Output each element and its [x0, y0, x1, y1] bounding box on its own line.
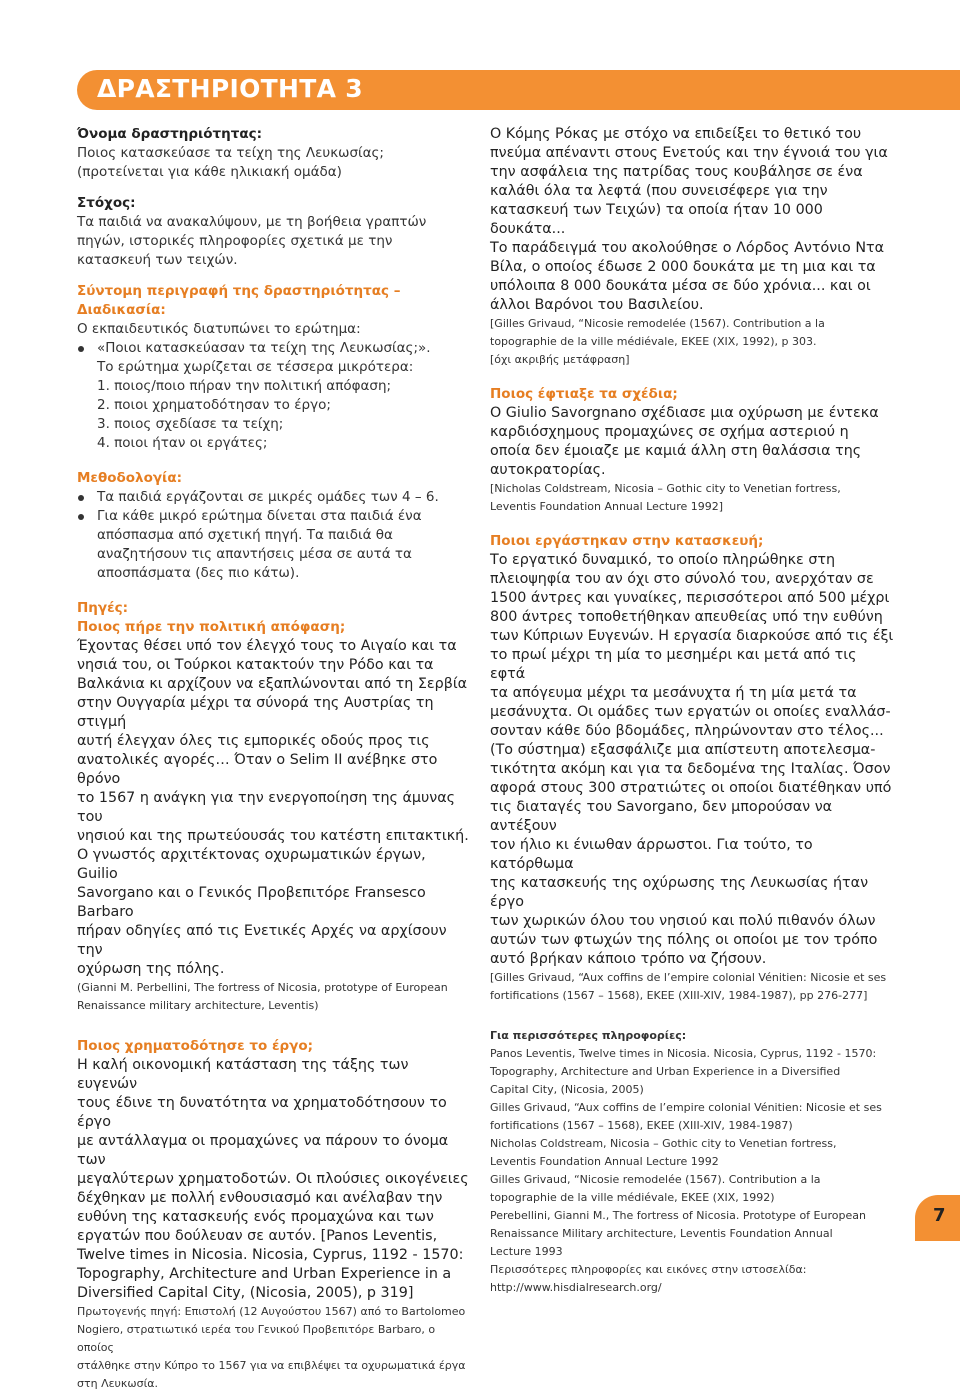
finance-primary-source: Πρωτογενής πηγή: Επιστολή (12 Αυγούστου 1567) από το Bartolomeo	[77, 1305, 466, 1318]
reference-line: fortifications (1567 – 1568), ΕΚΕΕ (XIII-XIV, 1984-1987)	[490, 1119, 793, 1132]
website-link[interactable]: http://www.hisdialresearch.org/	[490, 1281, 662, 1294]
text-line: τα απόγευμα μέχρι τα μεσάνυχτα ή τη μία μετά τα	[490, 685, 857, 701]
text-line: πήραν οδηγίες από τις Ενετικές Αρχές να αρχίσουν την	[77, 923, 447, 958]
text-line: τις διαταγές του Savorgano, δεν μπορούσαν να αντέξουν	[490, 799, 833, 834]
text-line: μεσάνυχτα. Οι ομάδες των εργατών οι οποίες εναλλάσ-	[490, 704, 891, 720]
design-heading: Ποιος έφτιαξε τα σχέδια;	[490, 386, 678, 402]
reference-line: Leventis Foundation Annual Lecture 1992	[490, 1155, 719, 1168]
description-heading: Σύντομη περιγραφή της δραστηριότητας –	[77, 283, 401, 299]
text-line: άλλοι Βαρόνοι του Βασιλείου.	[490, 297, 704, 313]
text-line: κατασκευή των Τειχών) τα οποία ήταν 10 000 δουκάτα...	[490, 202, 823, 237]
activity-name-line: (προτείνεται για κάθε ηλικιακή ομάδα)	[77, 164, 342, 180]
bullet-icon	[78, 346, 84, 352]
reference-line: Panos Leventis, Twelve times in Nicosia. Nicosia, Cyprus, 1192 - 1570:	[490, 1047, 877, 1060]
text-line: Ο Κόμης Ρόκας με στόχο να επιδείξει το θετικό του	[490, 126, 862, 142]
text-line: Βίλα, ο οποίος έδωσε 2 000 δουκάτα με τη μια και τα	[490, 259, 876, 275]
text-line: νησιού και της πρωτεύουσάς του κατέστη επιτακτική.	[77, 828, 469, 844]
sub-question: 1. ποιος/ποιο πήραν την πολιτική απόφαση;	[97, 378, 392, 394]
left-column	[77, 125, 469, 1393]
reference-line: Gilles Grivaud, “Nicosie remodelée (1567). Contribution a la	[490, 1173, 821, 1186]
text-line: πλειοψηφία του αν όχι στο σύνολό του, ανερχόταν σε	[490, 571, 874, 587]
reference-line: Περισσότερες πληροφορίες και εικόνες στην ιστοσελίδα:	[490, 1263, 807, 1276]
text-line: των χωρικών όλου του νησιού και πολύ πιθανόν όλων	[490, 913, 876, 929]
finance-text	[77, 1056, 469, 1303]
design-reference: Leventis Foundation Annual Lecture 1992]	[490, 500, 724, 513]
political-reference: (Gianni M. Perbellini, The fortress of Nicosia, prototype of European	[77, 981, 448, 994]
more-info-list	[490, 1045, 895, 1297]
text-line: οχύρωση της πόλης.	[77, 961, 225, 977]
text-line: ανατολικές αγορές… Όταν ο Selim II ανέβηκε στο θρόνο	[77, 752, 438, 787]
workers-text	[490, 551, 895, 969]
count-reference: topographie de la ville médiévale, ΕΚΕΕ (XIX, 1992), p 303.	[490, 335, 817, 348]
count-reference: [όχι ακριβής μετάφραση]	[490, 353, 630, 366]
text-line: Ο γνωστός αρχιτέκτονας οχυρωματικών έργων, Guilio	[77, 847, 426, 882]
reference-line: Capital City, (Nicosia, 2005)	[490, 1083, 644, 1096]
text-line: υπόλοιπα 8 000 δουκάτα μέσα σε δύο χρόνια... και οι	[490, 278, 871, 294]
sub-question: 2. ποιοι χρηματοδότησαν το έργο;	[97, 397, 331, 413]
text-line: σονταν κάθε δύο βδομάδες, πληρώνονταν στο τέλος...	[490, 723, 884, 739]
count-reference: [Gilles Grivaud, “Nicosie remodelée (1567). Contribution a la	[490, 317, 825, 330]
count-rokas-text	[490, 125, 895, 315]
text-line: εργατών που δούλευαν σε αυτόν. [Panos Leventis,	[77, 1228, 438, 1244]
political-text	[77, 637, 469, 979]
description-bullet	[77, 339, 469, 358]
sub-question: 4. ποιοι ήταν οι εργάτες;	[97, 435, 268, 451]
reference-line: Gilles Grivaud, “Aux coffins de l’empire colonial Vénitien: Nicosie et ses	[490, 1101, 882, 1114]
text-line: το 1567 η ανάγκη για την ενεργοποίηση της άμυνας του	[77, 790, 456, 825]
text-line: Το παράδειγμά του ακολούθησε ο Λόρδος Αντόνιο Ντα	[490, 240, 885, 256]
finance-primary-source: στη Λευκωσία.	[77, 1377, 159, 1390]
methodology-line: Για κάθε μικρό ερώτημα δίνεται στα παιδιά ένα	[97, 508, 422, 524]
goal-line: Τα παιδιά να ανακαλύψουν, με τη βοήθεια γραπτών	[77, 214, 427, 230]
right-column	[490, 125, 895, 1297]
text-line: καλάθι όλα τα λεφτά (που συνεισέφερε για την	[490, 183, 828, 199]
page-number-tab	[915, 1195, 960, 1241]
more-info-heading: Για περισσότερες πληροφορίες:	[490, 1029, 687, 1042]
reference-line: Nicholas Coldstream, Nicosia – Gothic city to Venetian fortress,	[490, 1137, 837, 1150]
text-line: 800 άντρες τοποθετήθηκαν απευθείας υπό την ευθύνη	[490, 609, 883, 625]
text-line: Η καλή οικονομική κατάσταση της τάξης των ευγενών	[77, 1057, 409, 1092]
text-line: Topography, Architecture and Urban Experience in a	[77, 1266, 452, 1282]
activity-name-heading: Όνομα δραστηριότητας:	[77, 126, 263, 142]
reference-line: Renaissance Military architecture, Leventis Foundation Annual	[490, 1227, 833, 1240]
description-split: Το ερώτημα χωρίζεται σε τέσσερα μικρότερα:	[97, 359, 414, 375]
goal-line: πηγών, ιστορικές πληροφορίες σχετικά με την	[77, 233, 393, 249]
text-line: Ο Giulio Savorgnano σχέδιασε μια οχύρωση με έντεκα	[490, 405, 879, 421]
finance-primary-source: στάλθηκε στην Κύπρο το 1567 για να επιβλέψει τα οχυρωματικά έργα	[77, 1359, 466, 1372]
political-heading: Ποιος πήρε την πολιτική απόφαση;	[77, 619, 346, 635]
text-line: τικότητα ακόμη και για τα δεδομένα της Ιταλίας. Όσον	[490, 761, 891, 777]
political-reference: Renaissance military architecture, Leventis)	[77, 999, 319, 1012]
methodology-line: αποσπάσματα (δες πιο κάτω).	[97, 565, 300, 581]
text-line: με αντάλλαγμα οι προμαχώνες να πάρουν το όνομα των	[77, 1133, 449, 1168]
text-line: το πρωί μέχρι τη μία το μεσημέρι και μετά από τις εφτά	[490, 647, 857, 682]
workers-reference: [Gilles Grivaud, “Aux coffins de l’empire colonial Vénitien: Nicosie et ses	[490, 971, 887, 984]
text-line: των Κύπριων Ευγενών. Η εργασία διαρκούσε από τις έξι	[490, 628, 894, 644]
text-line: την ασφάλεια της πατρίδας τους κουβάλησε σε ένα	[490, 164, 863, 180]
text-line: Diversified Capital City, (Nicosia, 2005), p 319]	[77, 1285, 414, 1301]
text-line: αυτό βρήκαν κάποιο τρόπο να ζήσουν.	[490, 951, 767, 967]
description-intro: Ο εκπαιδευτικός διατυπώνει το ερώτημα:	[77, 321, 361, 337]
workers-heading: Ποιοι εργάστηκαν στην κατασκευή;	[490, 533, 764, 549]
goal-heading: Στόχος:	[77, 195, 136, 211]
description-heading: Διαδικασία:	[77, 302, 166, 318]
finance-heading: Ποιος χρηματοδότησε το έργο;	[77, 1038, 314, 1054]
finance-primary-source: Nogiero, στρατιωτικό ιερέα του Γενικού Προβεπιτόρε Barbaro, ο οποίος	[77, 1323, 436, 1354]
bullet-icon	[78, 514, 84, 520]
methodology-bullet	[77, 488, 469, 507]
bullet-icon	[78, 495, 84, 501]
text-line: αφορά στους 300 στρατιώτες οι οποίοι διατέθηκαν υπό	[490, 780, 892, 796]
text-line: αυτών των φτωχών της πόλης οι οποίοι με τον τρόπο	[490, 932, 878, 948]
methodology-heading: Μεθοδολογία:	[77, 470, 182, 486]
reference-line: Perebellini, Gianni M., The fortress of Nicosia. Prototype of European	[490, 1209, 866, 1222]
text-line: οποία δεν έμοιαζε με καμιά άλλη στη θαλάσσια της	[490, 443, 862, 459]
text-line: Έχοντας θέσει υπό τον έλεγχό τους το Αιγαίο και τα	[77, 638, 457, 654]
text-line: στην Ουγγαρία μέχρι τα σύνορά της Αυστρίας τη στιγμή	[77, 695, 434, 730]
text-line: δέχθηκαν με πολλή ενθουσιασμό και ανέλαβαν την	[77, 1190, 443, 1206]
reference-line: Topography, Architecture and Urban Experience in a Diversified	[490, 1065, 841, 1078]
text-line: της κατασκευής της οχύρωσης της Λευκωσίας ήταν έργο	[490, 875, 869, 910]
text-line: 1500 άντρες και γυναίκες, περισσότεροι από 500 μέχρι	[490, 590, 890, 606]
page-title: ΔΡΑΣΤΗΡΙΟΤΗΤΑ 3	[97, 74, 363, 103]
text-line: (Το σύστημα) εξασφάλιζε μια απίστευτη αποτελεσμα-	[490, 742, 876, 758]
reference-line: topographie de la ville médiévale, ΕΚΕΕ (XIX, 1992)	[490, 1191, 775, 1204]
text-line: καρδιόσχημους προμαχώνες σε σχήμα αστεριού η	[490, 424, 849, 440]
activity-name-line: Ποιος κατασκεύασε τα τείχη της Λευκωσίας;	[77, 145, 384, 161]
text-line: αυτή έλεγχαν όλες τις εμπορικές οδούς προς τις	[77, 733, 430, 749]
text-line: Savorgano και ο Γενικός Προβεπιτόρε Fransesco Barbaro	[77, 885, 426, 920]
text-line: τον ήλιο κι ένιωθαν άρρωστοι. Για τούτο, το κατόρθωμα	[490, 837, 813, 872]
goal-line: κατασκευή των τειχών.	[77, 252, 238, 268]
sub-question: 3. ποιος σχεδίασε τα τείχη;	[97, 416, 284, 432]
text-line: μεγαλύτερων χρηματοδοτών. Οι πλούσιες οικογένειες	[77, 1171, 469, 1187]
text-line: Twelve times in Nicosia. Nicosia, Cyprus, 1192 - 1570:	[77, 1247, 464, 1263]
text-line: νησιά του, οι Τούρκοι κατακτούν την Ρόδο και τα	[77, 657, 434, 673]
methodology-line: αναζητήσουν τις απαντήσεις μέσα σε αυτά τα	[97, 546, 412, 562]
text-line: ευθύνη της κατασκευής ενός προμαχώνα και των	[77, 1209, 434, 1225]
methodology-line: απόσπασμα από σχετική πηγή. Τα παιδιά θα	[97, 527, 393, 543]
page-number: 7	[933, 1205, 946, 1226]
methodology-line: Τα παιδιά εργάζονται σε μικρές ομάδες των 4 – 6.	[97, 489, 439, 505]
text-line: τους έδινε τη δυνατότητα να χρηματοδότησουν το έργο	[77, 1095, 447, 1130]
methodology-bullet	[77, 507, 469, 583]
sources-heading: Πηγές:	[77, 600, 129, 616]
text-line: Το εργατικό δυναμικό, το οποίο πληρώθηκε στη	[490, 552, 836, 568]
text-line: Βαλκάνια κι αρχίζουν να εξαπλώνονται από τη Σερβία	[77, 676, 468, 692]
reference-line: Lecture 1993	[490, 1245, 563, 1258]
title-banner	[77, 70, 960, 110]
text-line: πνεύμα απέναντι στους Ενετούς και την έγνοιά του για	[490, 145, 888, 161]
design-reference: [Nicholas Coldstream, Nicosia – Gothic city to Venetian fortress,	[490, 482, 841, 495]
text-line: αυτοκρατορίας.	[490, 462, 606, 478]
description-question: «Ποιοι κατασκεύασαν τα τείχη της Λευκωσίας;».	[97, 340, 431, 356]
workers-reference: fortifications (1567 – 1568), ΕΚΕΕ (XIII-XIV, 1984-1987), pp 276-277]	[490, 989, 868, 1002]
